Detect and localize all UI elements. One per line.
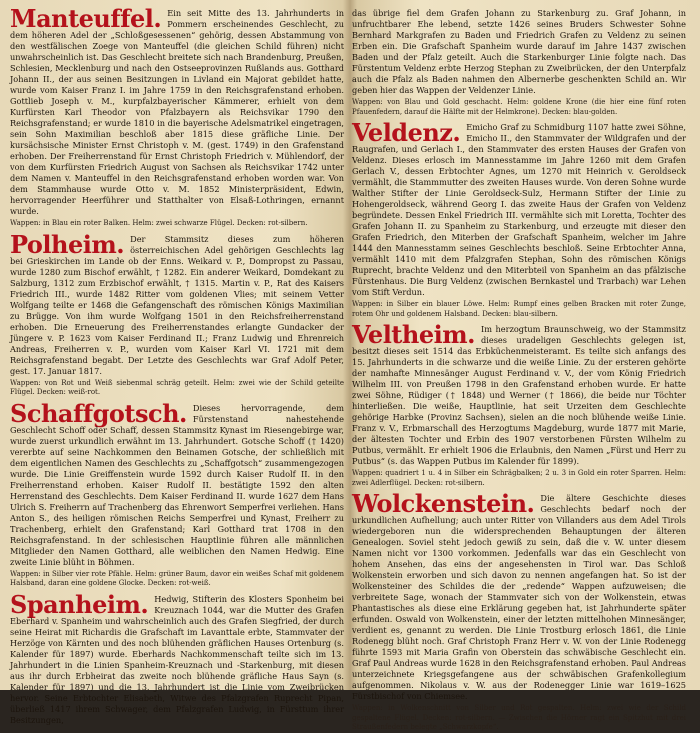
entry-veltheim	[352, 320, 686, 488]
entry-wolckenstein	[352, 489, 686, 733]
entry-heading: Spanheim.	[10, 589, 149, 619]
entry-heading: Schaffgotsch.	[10, 398, 187, 428]
right-page	[352, 8, 686, 731]
entry-arms: Wappen: von Rot und Weiß siebenmal schräg geteilt. Helm: zwei wie der Schild geteilte Flügel. Decken: weiß-rot.	[10, 378, 344, 396]
entry-arms: Wappen: quadriert 1 u. 4 in Silber ein Schrägbalken; 2 u. 3 in Gold ein roter Sparren. Helm: zwei Adlerflügel. Decken: rot-silbern.	[352, 469, 686, 487]
entry-arms: Wappen: von Blau und Gold geschacht. Helm: goldene Krone (die hier eine fünf roten Pfauenfedern, darauf die Hälfte mit der Helmkrone). Decken: blau-golden.	[352, 98, 686, 116]
entry-heading: Veldenz.	[352, 118, 461, 147]
entry-text: Ein seit Mitte des 13. Jahrhunderts in Pommern erscheinendes Geschlecht, zu dem höheren Adel der „Schloßgesessenen“ gehörig, dessen Abstammung von den westfälischen Zoege von Manteuffel (die gleichen Schild führen) nicht unwahrscheinlich ist. Das Geschlecht breitete sich nach Brandenburg, Preußen, Schlesien, Mecklenburg und nach den Ostseeprovinzen Rußlands aus. Gotthard Johann II., der aus seinen Besitzungen in Livland ein Majorat gebildet hatte, wurde vom Kaiser Franz I. im Jahre 1759 in den Reichsgrafenstand erhoben. Gottlieb Joseph v. M., kurpfalzbayerischer Kämmerer, erhielt von dem Kurfürsten Karl Theodor von Pfalzbayern als Reichsvikar 1790 den Reichsgrafenstand; er wurde 1810 in die bayerische Adelsmatrikel eingetragen, sein Sohn Maximilian beschloß aber 1815 diese gräfliche Linie. Der kursächsische Minister Ernst Christoph v. M. (gest. 1749) in den Grafenstand erhoben. Der Freiherrenstand für Ernst Christoph Friedrich v. Mühlendorf, der von dem Kurfürsten Friedrich August von Sachsen als Reichsvikar 1742 unter dem Namen v. Manteuffel in den Reichsgrafenstand erhoben worden war. Von dem Stammhause wurde Otto v. M. 1852 Ministerpräsident, Edwin, hervorragender Heerführer und Statthalter von Elsaß-Lothringen, ernannt wurde.	[10, 8, 344, 216]
entry-text: Die ältere Geschichte dieses Geschlechts bedarf noch der urkundlichen Aufhellung; auch unter Ritter von Villanders aus dem Adel Tirols wiedergeboren nun die widersprechenden Behauptungen der älteren Genealogen. Soviel steht jedoch gewiß zu sein, daß die v. W. unter diesem Namen nicht vor 1300 vorkommen. Jedenfalls war das ein Geschlecht von hohem Ansehen, das eins der angesehensten in Tirol war. Das Schloß Wolkenstein erworben und sich davon zu nennen angefangen hat. So ist der Wolkensteiner des Schildes die der „redende“ Wappen aufzuweisen; die verbreitete Sage, wonach der Stammvater sich von der Wolkenstein, etwas Phantastisches als diese eine Erklärung gegeben hat, ist Jahrhunderte später erfunden. Oswald von Wolkenstein, einer der letzten mittelhohen Minnesänger, verdient es, genannt zu werden. Die Linie Trostburg erlosch 1861, die Linie Rodenegg blüht noch. Graf Christoph Franz Herr v. W. von der Linie Rodenegg führte 1593 mit Maria Grafin von Oberstein das schwäbische Geschlecht ein. Graf Paul Andreas wurde 1628 in den Reichsgrafenstand erhoben. Paul Andreas unterzeichnete Kriegsgefangene aus der schwäbischen Grafenkollegium aufgenommen. Nikolaus v. W. aus der Rodenegger Linie war 1619–1625 Fürstbischof von Chiemsee.	[352, 493, 686, 701]
entry-heading: Veltheim.	[352, 320, 475, 349]
left-page	[10, 4, 344, 725]
entry-manteuffel	[10, 4, 344, 229]
entry-heading: Wolckenstein.	[352, 489, 535, 518]
entry-polheim	[10, 229, 344, 398]
entry-spanheim	[10, 589, 344, 726]
entry-veldenz	[352, 118, 686, 319]
entry-text: Emicho Graf zu Schmidburg 1107 hatte zwei Söhne, Emicho II., den Stammvater der Wildgrafen und der Raugrafen, und Gerlach I., den Stammvater des ersten Hauses der Grafen von Veldenz. Dieses erlosch im Mannesstamme im Jahre 1260 mit dem Grafen Gerlach V., dessen Erbtochter Agnes, um 1270 mit Heinrich v. Geroldseck vermählt, die Stammmutter des zweiten Hauses wurde. Von deren Sohne wurde Walther Stifter der Linie Geroldseck-Sulz, Hermann Stifter der Linie zu Hohengeroldseck, während Georg I. das zweite Haus der Grafen von Veldenz begründete. Dessen Enkel Friedrich III. vermählte sich mit Loretta, Tochter des Grafen Johann II. zu Spanheim zu Starkenburg, und erzeugte mit dieser den Grafen Friedrich, den Miterben der Grafschaft Spanheim, welcher im Jahre 1444 den Mannesstamm seines Geschlechts beschloß. Seine Erbtochter Anna, vermählt 1410 mit dem Pfalzgrafen Stephan, Sohn des römischen Königs Ruprecht, brachte Veldenz und den Miterbteil von Spanheim an das pfälzische Fürstenhaus. Die Burg Veldenz (zwischen Bernkastel und Trarbach) war Lehen vom Stift Verdun.	[352, 122, 686, 297]
entry-schaffgotsch	[10, 398, 344, 589]
entry-heading: Polheim.	[10, 229, 125, 259]
entry-text: Im herzogtum Braunschweig, wo der Stammsitz dieses uradeligen Geschlechts gelegen ist, besitzt dieses seit 1514 das Erbküchenmeisteramt. Es teilte sich anfangs des 15. Jahrhunderts in die schwarze und die weiße Linie. Zu der ersteren gehörte der namhafte Minnesänger August Ferdinand v. V., der vom König Friedrich Wilhelm III. von Preußen 1798 in den Grafenstand erhoben wurde. Er hatte zwei Söhne, Rüdiger († 1848) und Werner († 1866), die beide nur Töchter hinterließen. Die weiße, Hauptlinie, hat seit Urzeiten dem Geschlechte gehörige Harbke (Provinz Sachsen), sielen an die noch blühende weiße Linie. Franz v. V., Erbmarschall des Herzogtums Magdeburg, wurde 1877 mit Marie, der ältesten Tochter und Erbin des 1907 verstorbenen Fürsten Wilhelm zu Putbus, vermählt. Er erhielt 1906 die Erlaubnis, den Namen „Fürst und Herr zu Putbus“ (s. das Wappen Putbus im Kalender für 1899).	[352, 324, 686, 466]
entry-arms: Wappen: in Silber ein blauer Löwe. Helm: Rumpf eines gelben Bracken mit roter Zunge, rotem Ohr und goldenem Halsband. Decken: blau-silbern.	[352, 300, 686, 318]
entry-text: Hedwig, Stifterin des Klosters Sponheim bei Kreuznach 1044, war die Mutter des Grafen Eberhard v. Spanheim und wahrscheinlich auch des Grafen Siegfried, der durch seine Heirat mit Richardis die Grafschaft im Lavanttale erbte, Stammvater der Herzöge von Kärnten und des noch blühenden gräflichen Hauses Ortenburg (s. Kalender für 1897) wurde. Eberhards Nachkommenschaft teilte sich im 13. Jahrhundert in die Linien Spanheim-Kreuznach und -Starkenburg, mit diesen aus ihr durch Erbheirat das zweite noch blühende gräfliche Haus Sayn (s. Kalender für 1897) und die 13. Jahrhundert ist die Linie vom Zweibrücken hervor. Seine Erbtochter Elisabeth, Witwe des Pfalzgrafen Ruprecht Pipan, überließ 1417 ihrem Schwager, dem Pfalzgrafen Ludwig, in Fürsttum ihrer Besitzungen,	[10, 593, 344, 725]
entry-arms: Wappen: in Silber vier rote Pfähle. Helm: grüner Baum, davor ein weißes Schaf mit goldenem Halsband, daran eine goldene Glocke. Decken: rot-weiß.	[10, 569, 344, 587]
entry-heading: Manteuffel.	[10, 4, 162, 33]
entry-arms: Wappen: in Blau ein roter Balken. Helm: zwei schwarze Flügel. Decken: rot-silbern.	[10, 219, 308, 227]
entry-arms: Wappen: in Wolkenschnitt von Silber und Rot gespalten. Helm: zwei wie der Schild gespaltene Flügel. Decken: rot-silbern. — Zwischen die Hörner ragt ein Spitzhut mit drei Straußenfedern belegte „Schwarzkopfe“.	[352, 704, 686, 731]
entry-spanheim-continued	[352, 8, 686, 117]
entry-text: Der Stammsitz dieses zum höheren österreichischen Adel gehörigen Geschlechts lag bei Grieskirchen im Lande ob der Enns. Weikard v. P., Dompropst zu Passau, wurde 1280 zum Bischof erwählt, † 1282. Ein anderer Weikard, Domdekant zu Salzburg, 1312 zum Erzbischof erwählt, † 1315. Martin v. P., Rat des Kaisers Friedrich III., wurde 1482 Ritter vom goldenen Vlies; mit seinem Vetter Wolfgang teilte er 1468 die Gefangenschaft des römischen Königs Maximilian zu Brügge. Von ihm wurde Wolfgang 1501 in den Reichsfreiherrenstand erhoben. Die Erneuerung des Freiherrenstandes erlangte Gundacker der Jüngere v. P. 1623 vom Kaiser Ferdinand II.; Franz Ludwig und Ehrenreich Andreas, Freiherren v. P., wurden vom Kaiser Karl VI. 1721 mit dem Reichsgrafenstand begabt. Der Letzte des Geschlechts war Graf Adolf Peter, gest. 17. Januar 1817.	[10, 233, 344, 376]
entry-text: Dieses hervorragende, dem Fürstenstand nahestehende Geschlecht Schoff oder Schaff, dessen Stammsitz Kynast im Riesengebirge war, wurde zuerst urkundlich erwähnt im 13. Jahrhundert. Gotsche Schoff († 1420) vererbte auf seine Nachkommen den Beinamen Gotsche, der schließlich mit dem eigentlichen Namen des Geschlechts zu „Schaffgotsch“ zusammengezogen wurde. Die Linie Greiffenstein wurde 1592 durch Kaiser Rudolf II. in den Freiherrenstand erhoben. Kaiser Rudolf II. bestätigte 1592 den alten Herrenstand des Geschlechts. Dem Kaiser Ferdinand II. wurde 1627 dem Hans Ulrich S. Freiherrn auf Trachenberg das Ehrenwort Semperfrei verliehen. Hans Anton S., des heiligen römischen Reichs Semperfrei und Kynast, Freiherr zu Trachenberg, erhielt den Grafenstand; Karl Gotthard trat 1708 in den Reichsgrafenstand. In der schlesischen Hauptlinie führen alle männlichen Mitglieder den Namen Gotthard, alle weiblichen den Namen Hedwig. Eine zweite Linie blüht in Böhmen.	[10, 402, 344, 567]
entry-text: das übrige fiel dem Grafen Johann zu Starkenburg zu. Graf Johann, in unfruchtbarer Ehe lebend, setzte 1426 seines Bruders Schwester Sohne Bernhard Markgrafen zu Baden und Friedrich Grafen zu Veldenz zu seinen Erben ein. Die Grafschaft Spanheim wurde darauf im Jahre 1437 zwischen Baden und der Pfalz geteilt. Auch die Starkenburger Linie folgte nach. Das Fürstentum Veldenz erbte Herzog Stephan zu Zweibrücken, der den Unterpfalz auch die Pfalz als Baden nahmen den Albernerbe geschenkten Schild an. Wir geben hier das Wappen der Veldenzer Linie.	[352, 8, 686, 95]
